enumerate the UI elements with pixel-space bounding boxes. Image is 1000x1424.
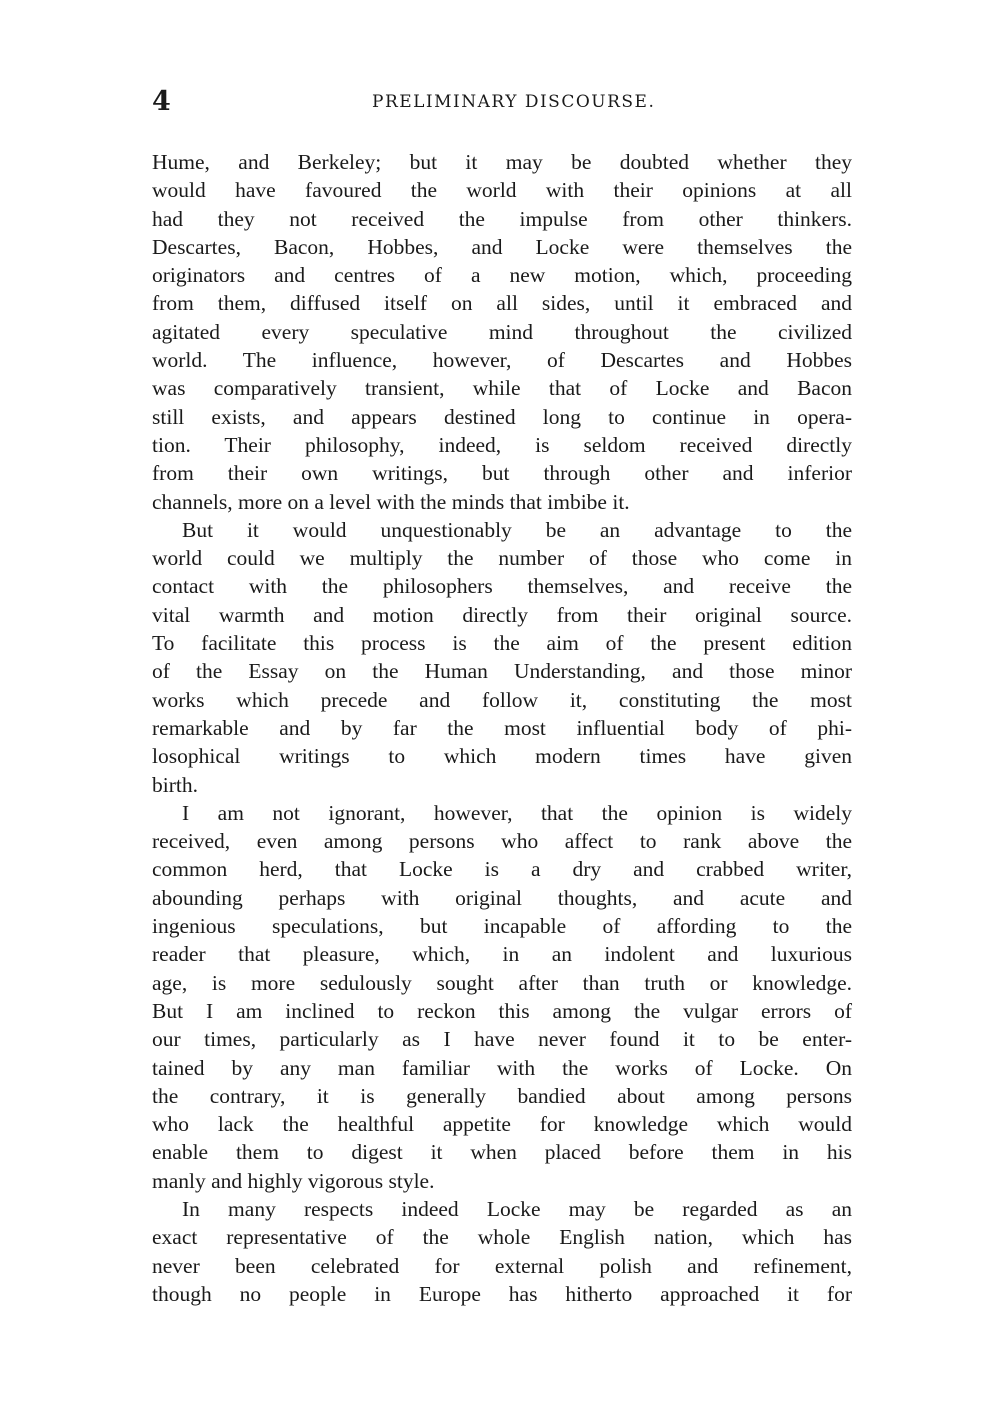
page-number: 4: [152, 86, 171, 117]
paragraph: [152, 516, 852, 799]
text-line: enable them to digest it when placed before them in his: [152, 1140, 852, 1165]
text-line: from their own writings, but through other and inferior: [152, 461, 852, 486]
text-line: exact representative of the whole English nation, which has: [152, 1225, 852, 1250]
text-line: would have favoured the world with their opinions at all: [152, 178, 852, 203]
text-line: abounding perhaps with original thoughts, and acute and: [152, 885, 852, 910]
paragraph: [152, 799, 852, 1195]
paragraph: [152, 148, 852, 516]
text-line: channels, more on a level with the minds that imbibe it.: [152, 489, 630, 514]
text-line: birth.: [152, 772, 198, 797]
text-line: age, is more sedulously sought after than truth or knowledge.: [152, 970, 852, 995]
text-line: Descartes, Bacon, Hobbes, and Locke were themselves the: [152, 234, 852, 259]
text-line: reader that pleasure, which, in an indolent and luxurious: [152, 942, 852, 967]
text-line: Hume, and Berkeley; but it may be doubted whether they: [152, 150, 852, 174]
text-line: remarkable and by far the most influential body of phi-: [152, 715, 852, 740]
text-line: tion. Their philosophy, indeed, is seldom received directly: [152, 432, 852, 457]
text-line: the contrary, it is generally bandied about among persons: [152, 1083, 852, 1108]
text-line: But it would unquestionably be an advantage to the: [182, 517, 852, 542]
text-line: vital warmth and motion directly from their original source.: [152, 602, 852, 627]
text-line: agitated every speculative mind throughout the civilized: [152, 319, 852, 344]
text-line: To facilitate this process is the aim of the present edition: [152, 631, 852, 656]
text-line: manly and highly vigorous style.: [152, 1168, 435, 1193]
text-line: But I am inclined to reckon this among the vulgar errors of: [152, 998, 852, 1023]
text-line: still exists, and appears destined long to continue in opera-: [152, 404, 852, 429]
text-line: contact with the philosophers themselves, and receive the: [152, 574, 852, 599]
text-line: was comparatively transient, while that of Locke and Bacon: [152, 376, 852, 401]
text-line: I am not ignorant, however, that the opinion is widely: [182, 800, 852, 825]
text-line: originators and centres of a new motion, which, proceeding: [152, 263, 852, 288]
running-title: PRELIMINARY DISCOURSE.: [372, 92, 656, 112]
text-line: from them, diffused itself on all sides, until it embraced and: [152, 291, 852, 316]
text-line: losophical writings to which modern times have given: [152, 744, 852, 769]
text-line: who lack the healthful appetite for knowledge which would: [152, 1112, 852, 1137]
text-line: common herd, that Locke is a dry and crabbed writer,: [152, 857, 852, 882]
text-line: world could we multiply the number of those who come in: [152, 546, 852, 571]
text-line: world. The influence, however, of Descartes and Hobbes: [152, 348, 852, 373]
text-line: of the Essay on the Human Understanding, and those minor: [152, 659, 852, 684]
text-line: works which precede and follow it, constituting the most: [152, 687, 852, 712]
text-line: tained by any man familiar with the works of Locke. On: [152, 1055, 852, 1080]
text-line: had they not received the impulse from other thinkers.: [152, 206, 852, 231]
text-line: never been celebrated for external polish and refinement,: [152, 1253, 852, 1278]
text-line: In many respects indeed Locke may be regarded as an: [182, 1196, 852, 1221]
text-line: ingenious speculations, but incapable of affording to the: [152, 914, 852, 939]
body-text: [152, 148, 852, 1308]
paragraph: [152, 1195, 852, 1308]
text-line: our times, particularly as I have never found it to be enter-: [152, 1027, 852, 1052]
text-line: received, even among persons who affect to rank above the: [152, 829, 852, 854]
text-line: though no people in Europe has hitherto approached it for: [152, 1281, 852, 1306]
